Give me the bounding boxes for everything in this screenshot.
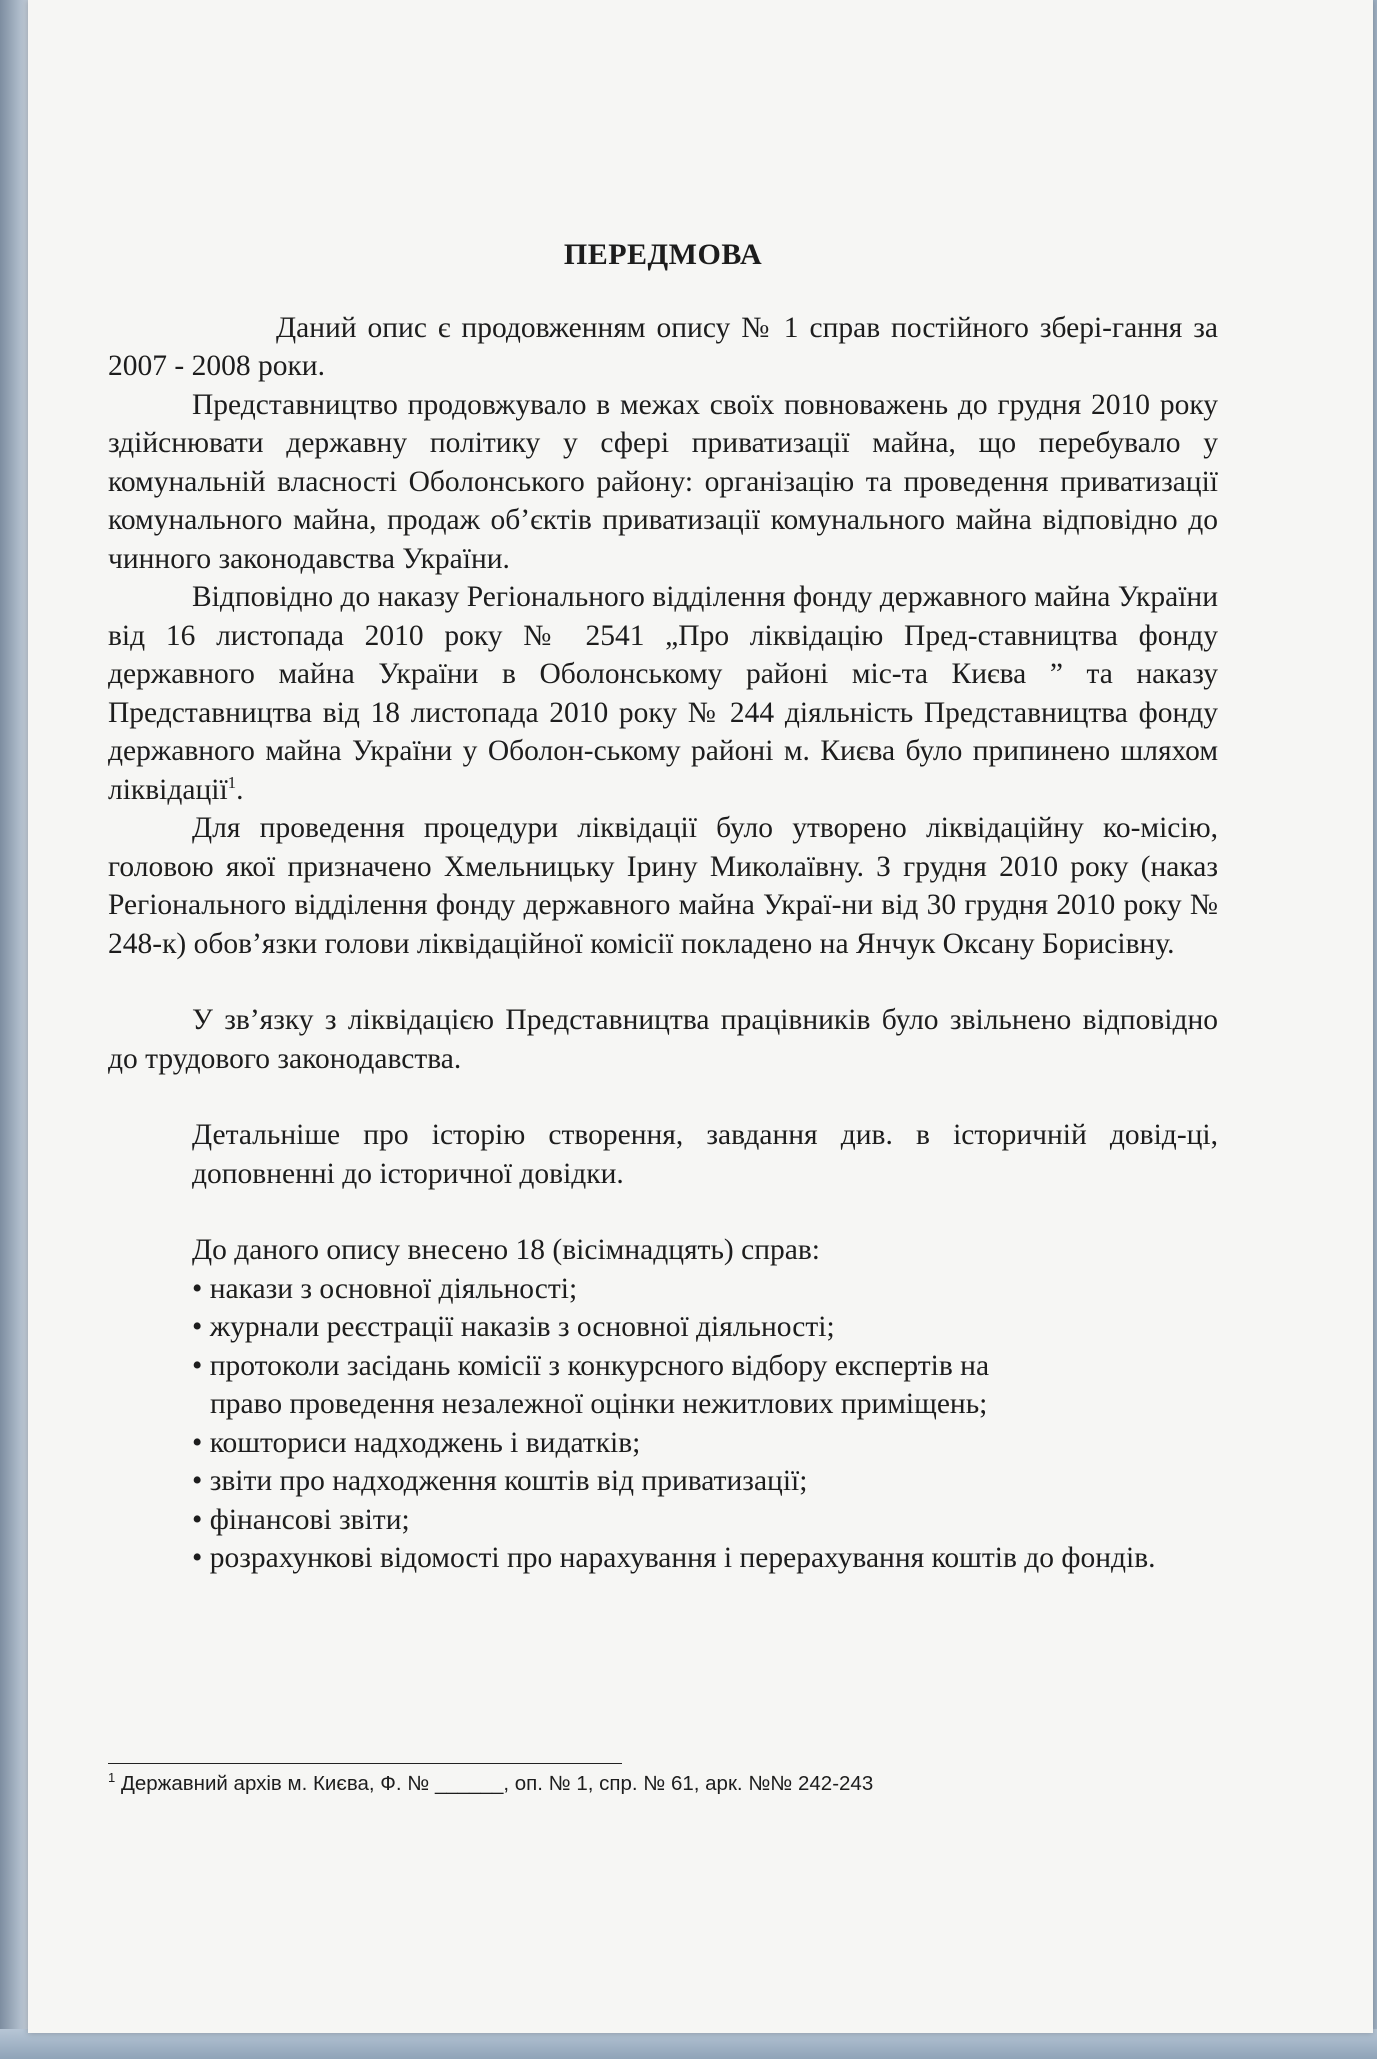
list-intro: До даного опису внесено 18 (вісімнадцять) справ: [192, 1234, 820, 1266]
list-item-text: • протоколи засідань комісії з конкурсного відбору експертів на [192, 1349, 990, 1382]
document-body [108, 236, 1218, 1578]
list-item: • накази з основної діяльності; [192, 1272, 578, 1305]
footnote [108, 1772, 1208, 1796]
paragraph-3-text: Відповідно до наказу Регіонального відділення фонду державного майна України від 16 листопада 2010 року № 2541 „Про ліквідацію Пред-ставництва фонду державного майна України в Оболонському районі міс-та Києва ” та наказу Представництва від 18 листопада 2010 року № 244 діяльність Представництва фонду державного майна України у Оболон-ському районі м. Києва було припинено шляхом ліквідації [108, 581, 1218, 806]
document-title: ПЕРЕДМОВА [563, 238, 763, 271]
footnote-text: Державний архів м. Києва, Ф. № ______, оп. № 1, спр. № 61, арк. №№ 242-243 [120, 1772, 874, 1795]
paragraph-2: Представництво продовжувало в межах своїх повноважень до грудня 2010 року здійснювати державну політику у сфері приватизації майна, що перебувало у комунальній власності Оболонського району: організацію та проведення приватизації комунального майна, продаж об’єктів приватизації комунального майна відповідно до чинного законодавства України. [108, 388, 1218, 575]
paragraph-4: Для проведення процедури ліквідації було утворено ліквідаційну ко-місію, головою якої призначено Хмельницьку Ірину Миколаївну. З грудня 2010 року (наказ Регіонального відділення фонду державного майна Украї-ни від 30 грудня 2010 року № 248-к) обов’язки голови ліквідаційної комісії покладено на Янчук Оксану Борисівну. [108, 812, 1218, 960]
paragraph-5: У зв’язку з ліквідацією Представництва працівників було звільнено відповідно до трудового законодавства. [108, 1004, 1218, 1075]
case-list [108, 1270, 1218, 1578]
footnote-divider [108, 1763, 622, 1764]
footnote-reference: 1 [227, 772, 237, 792]
paragraph-1: Даний опис є продовженням опису № 1 справ постійного збері-гання за 2007 - 2008 роки. [108, 311, 1218, 382]
list-item: • звіти про надходження коштів від приватизації; [192, 1465, 808, 1497]
list-item [192, 1347, 1218, 1424]
footnote-marker: 1 [108, 1770, 116, 1786]
list-item: • розрахункові відомості про нарахування і перерахування коштів до фондів. [192, 1542, 1156, 1574]
list-item: • журнали реєстрації наказів з основної діяльності; [192, 1311, 835, 1343]
paragraph-3: Відповідно до наказу Регіонального відділення фонду державного майна України від 16 листопада 2010 року № 2541 „Про ліквідацію Пред-ставництва фонду державного майна України в Оболонському районі міс-та Києва ” та наказу Представництва від 18 листопада 2010 року № 244 діяльність Представництва фонду державного майна України у Оболон-ському районі м. Києва було припинено шляхом ліквідації$^1$. [108, 581, 1218, 806]
paragraph-6: Детальніше про історію створення, завдання див. в історичній довід-ці, доповненні до історичної довідки. [192, 1119, 1218, 1190]
list-item-continuation: право проведення незалежної оцінки нежитлових приміщень; [210, 1388, 988, 1420]
background-bottom-edge [0, 2029, 1377, 2059]
list-item: • кошториси надходжень і видатків; [192, 1426, 641, 1459]
background-left-edge [0, 0, 30, 2059]
list-item: • фінансові звіти; [192, 1503, 410, 1536]
